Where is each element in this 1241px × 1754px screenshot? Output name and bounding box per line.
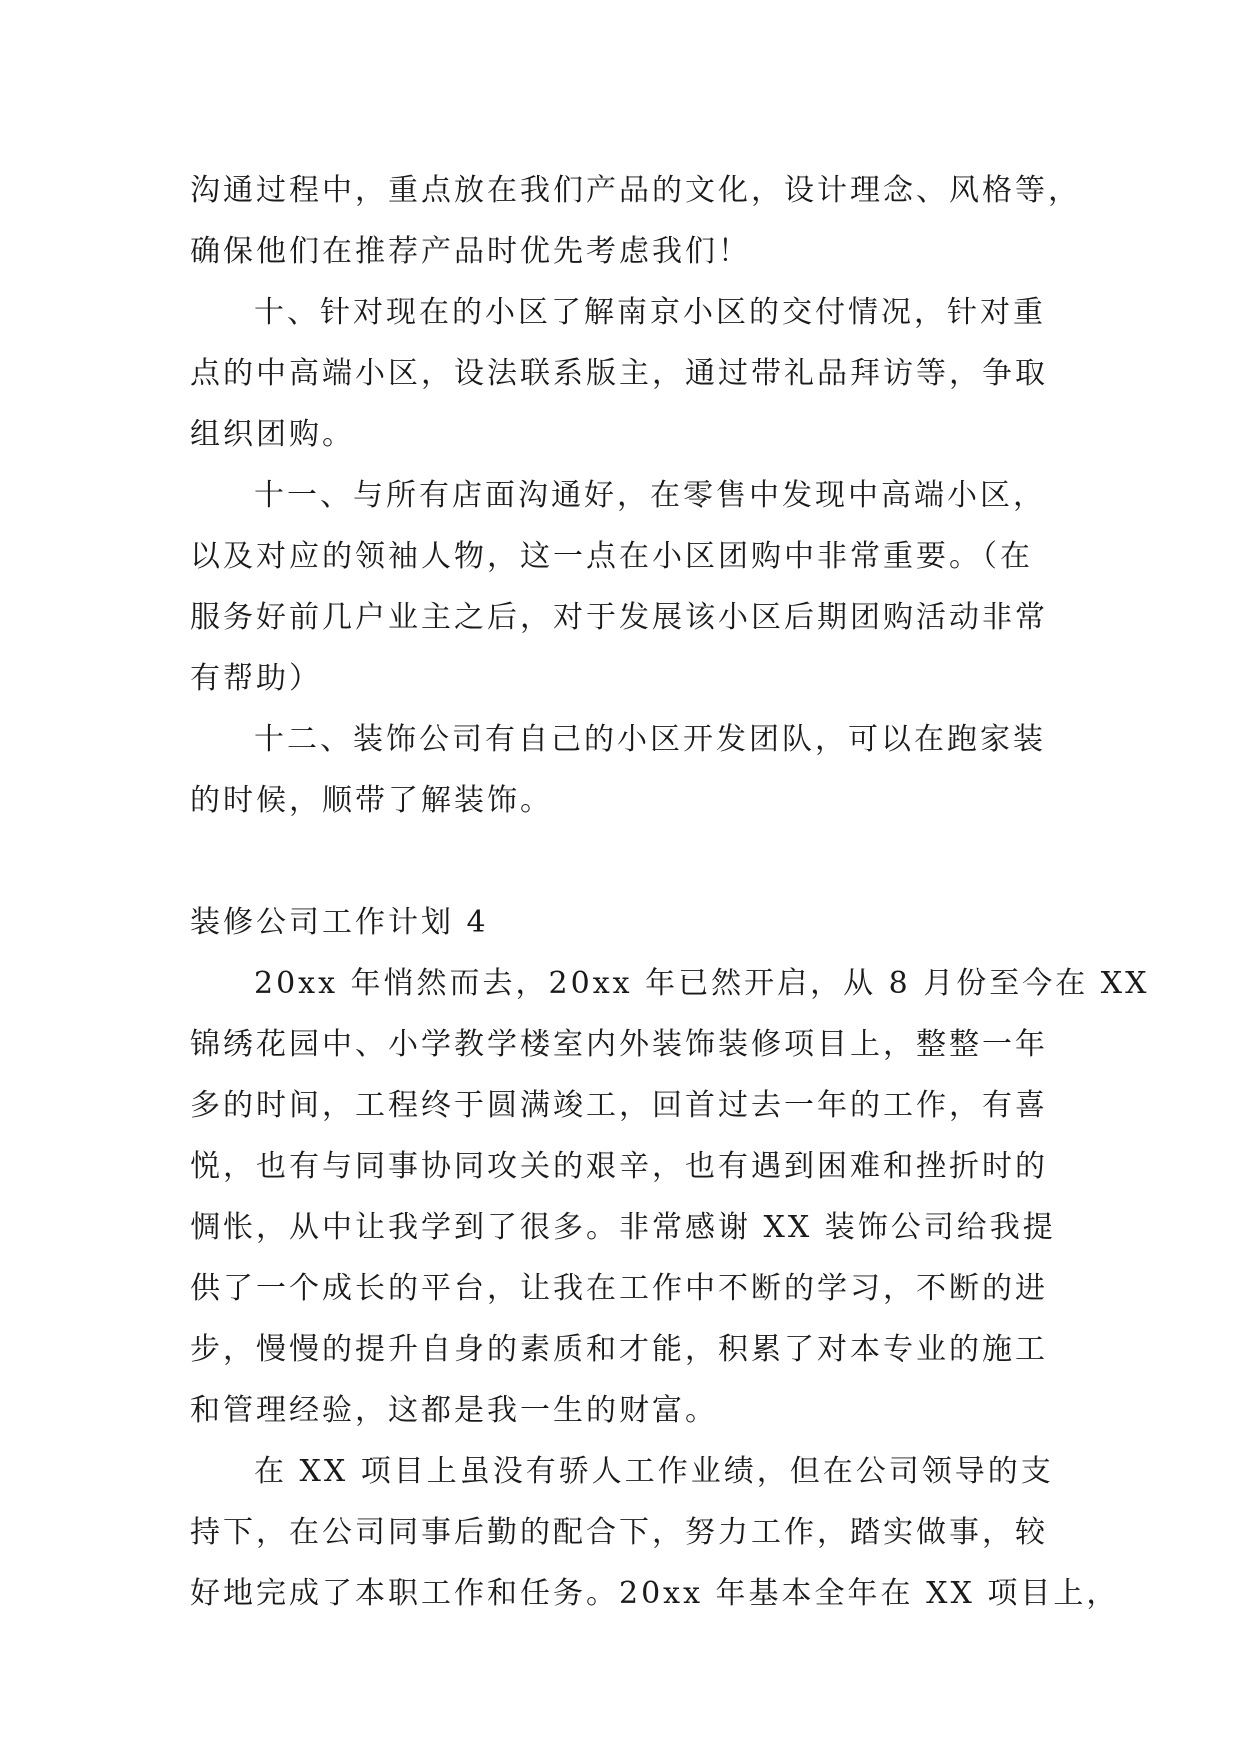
paragraph-line: 悦，也有与同事协同攻关的艰辛，也有遇到困难和挫折时的 bbox=[190, 1149, 1048, 1184]
paragraph-line: 供了一个成长的平台，让我在工作中不断的学习，不断的进 bbox=[190, 1271, 1048, 1306]
paragraph-line: 十二、装饰公司有自己的小区开发团队，可以在跑家装 bbox=[254, 722, 1046, 757]
paragraph-line: 服务好前几户业主之后，对于发展该小区后期团购活动非常 bbox=[190, 600, 1048, 635]
paragraph-line: 确保他们在推荐产品时优先考虑我们！ bbox=[190, 234, 751, 269]
paragraph-line: 20xx 年悄然而去，20xx 年已然开启，从 8 月份至今在 XX bbox=[254, 966, 1150, 1001]
paragraph-line: 步，慢慢的提升自身的素质和才能，积累了对本专业的施工 bbox=[190, 1332, 1048, 1367]
paragraph-line: 组织团购。 bbox=[190, 417, 355, 452]
paragraph-line: 点的中高端小区，设法联系版主，通过带礼品拜访等，争取 bbox=[190, 356, 1048, 391]
paragraph-line: 十、针对现在的小区了解南京小区的交付情况，针对重 bbox=[254, 295, 1046, 330]
paragraph-line: 以及对应的领袖人物，这一点在小区团购中非常重要。（在 bbox=[190, 539, 1033, 574]
paragraph-line: 惆怅，从中让我学到了很多。非常感谢 XX 装饰公司给我提 bbox=[190, 1210, 1056, 1245]
paragraph-line: 锦绣花园中、小学教学楼室内外装饰装修项目上，整整一年 bbox=[190, 1027, 1048, 1062]
paragraph-line: 和管理经验，这都是我一生的财富。 bbox=[190, 1393, 718, 1428]
paragraph-line: 有帮助） bbox=[190, 661, 322, 696]
blank-line bbox=[190, 831, 1060, 892]
paragraph-line: 持下，在公司同事后勤的配合下，努力工作，踏实做事，较 bbox=[190, 1515, 1048, 1550]
paragraph-line: 在 XX 项目上虽没有骄人工作业绩，但在公司领导的支 bbox=[254, 1454, 1054, 1489]
paragraph-line: 沟通过程中，重点放在我们产品的文化，设计理念、风格等， bbox=[190, 173, 1081, 208]
paragraph-line: 的时候，顺带了解装饰。 bbox=[190, 783, 553, 818]
paragraph-line: 十一、与所有店面沟通好，在零售中发现中高端小区， bbox=[254, 478, 1046, 513]
paragraph-line: 好地完成了本职工作和任务。20xx 年基本全年在 XX 项目上， bbox=[190, 1576, 1120, 1611]
document-body bbox=[190, 160, 1150, 1624]
paragraph-line: 多的时间，工程终于圆满竣工，回首过去一年的工作，有喜 bbox=[190, 1088, 1048, 1123]
section-heading: 装修公司工作计划 4 bbox=[190, 905, 489, 940]
